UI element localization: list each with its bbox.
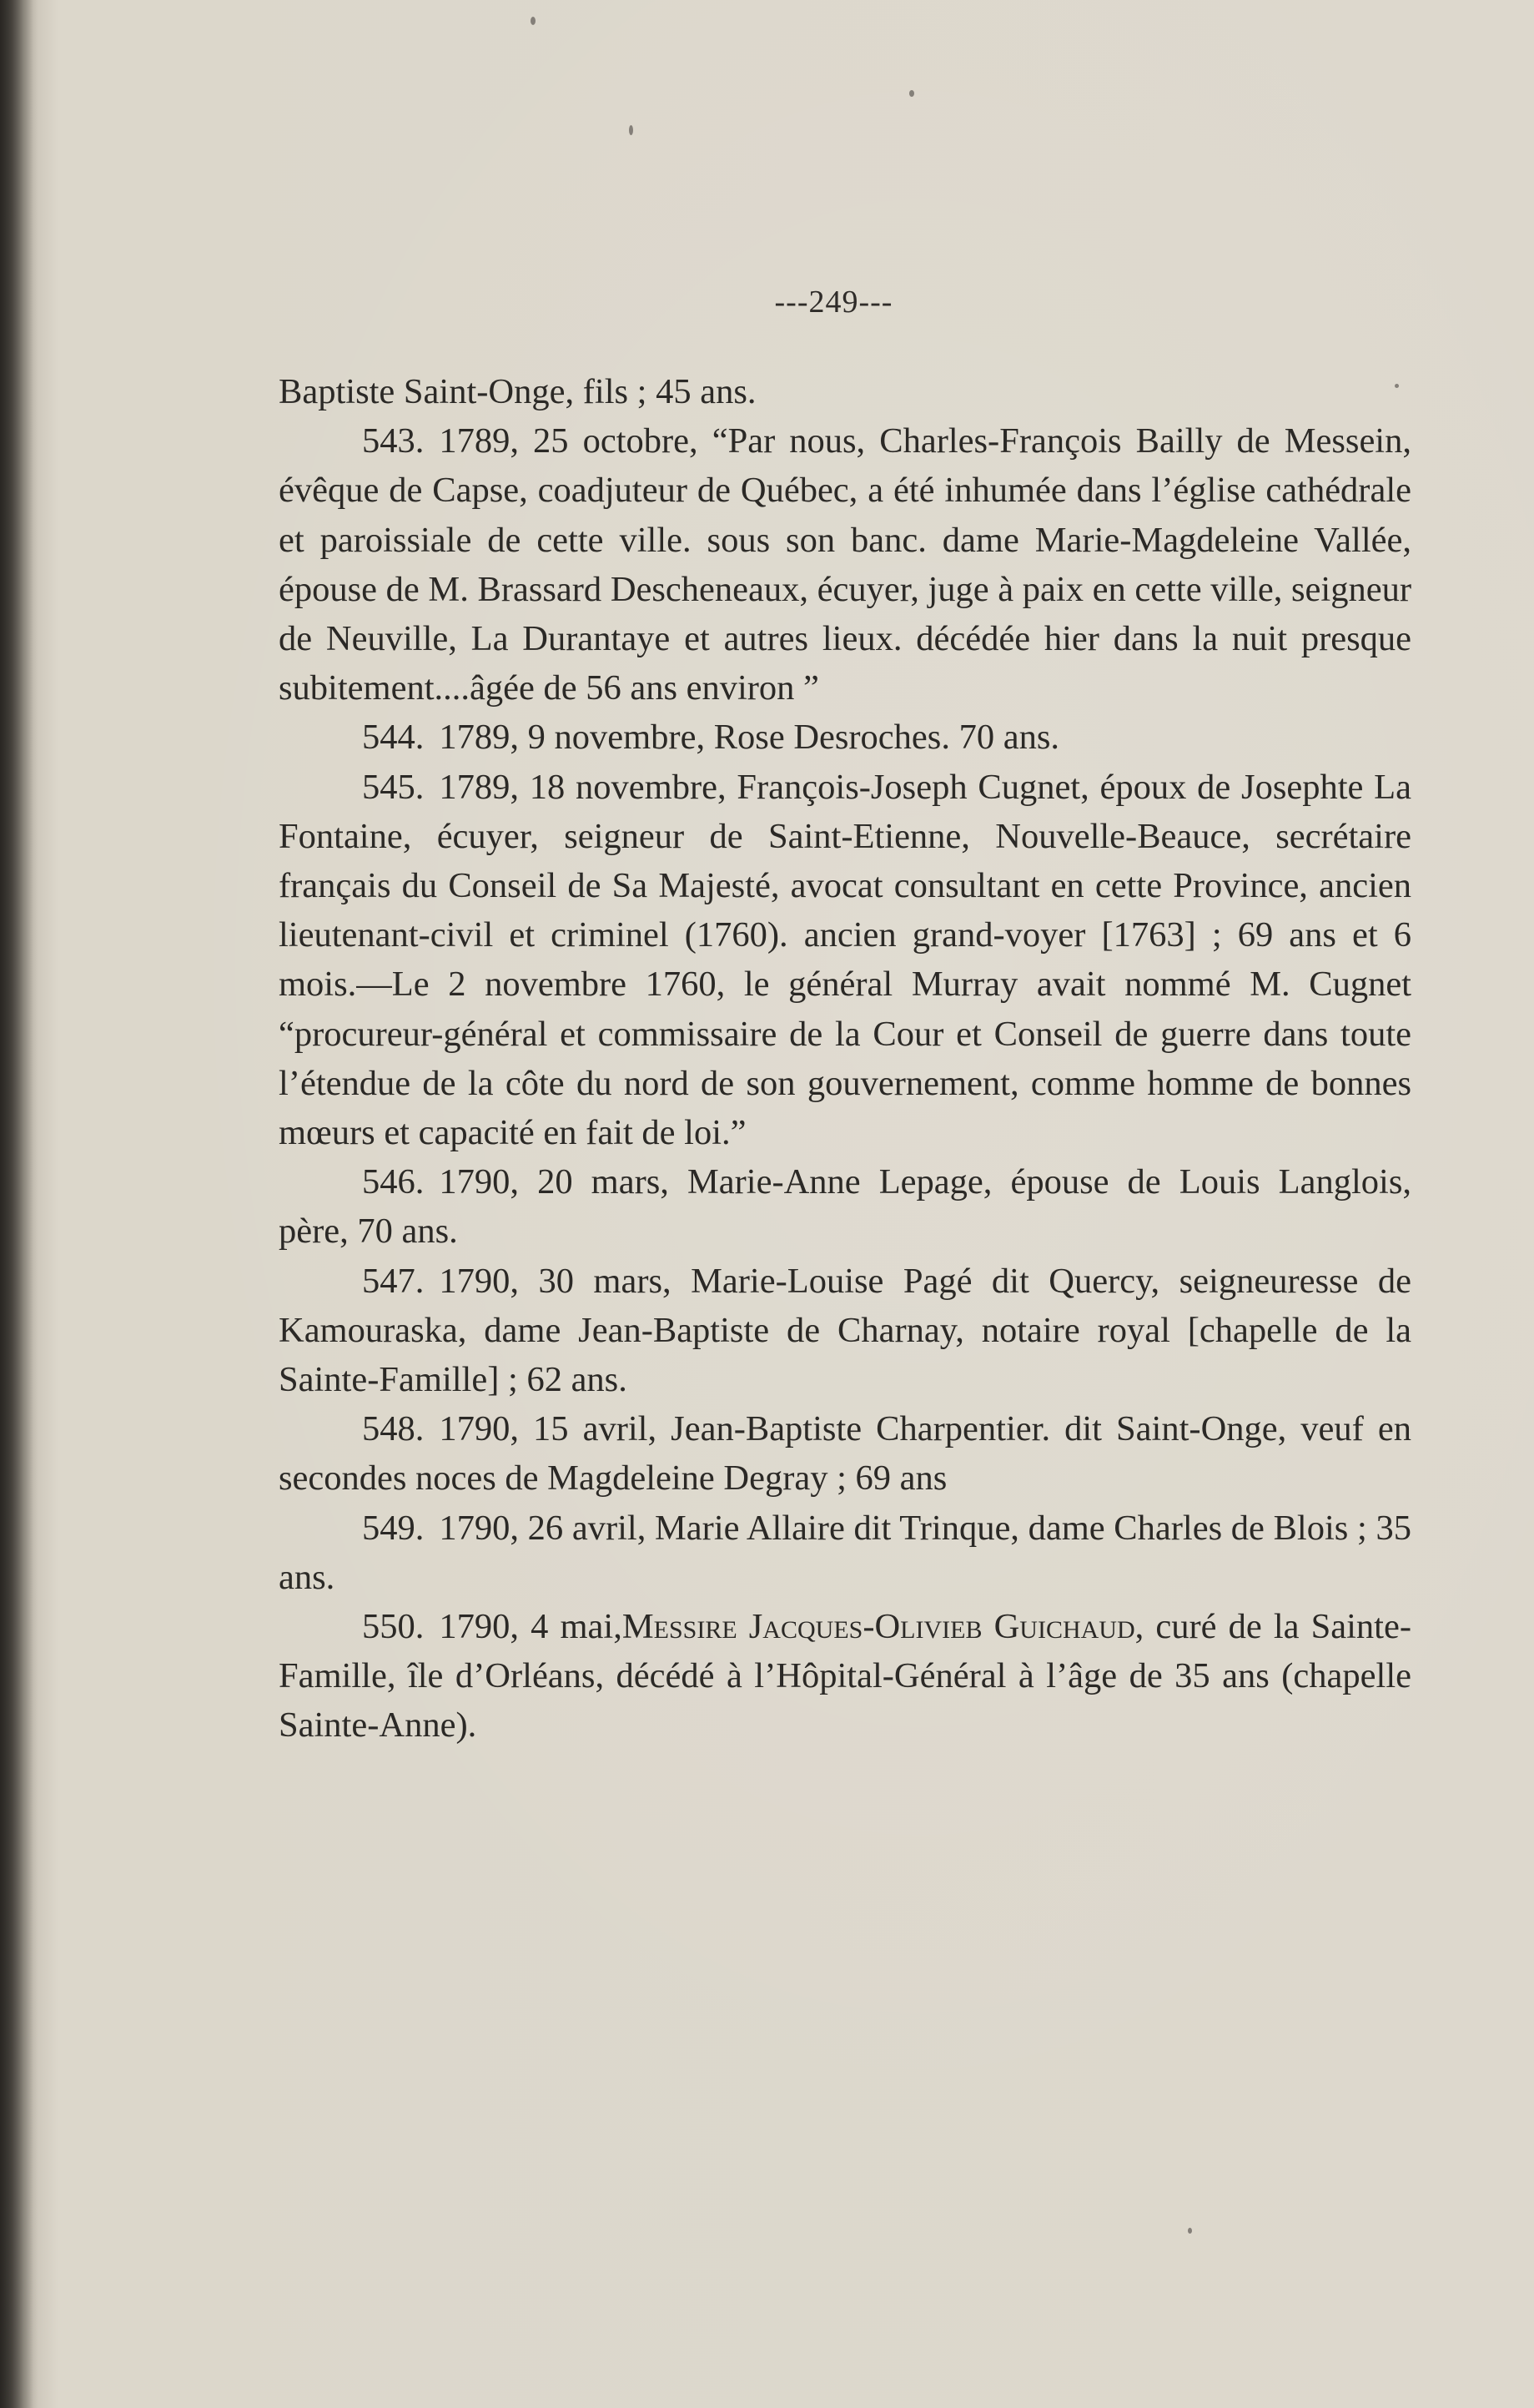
entry-text: 1790, 15 avril, Jean-Baptiste Charpentier. dit Saint-Onge, veuf en secondes noces de Magdeleine Degray ; 69 ans xyxy=(279,1409,1411,1499)
entry-name-smallcaps: Messire Jacques-Olivieb Guichaud, xyxy=(621,1607,1144,1647)
entry-continuation xyxy=(279,367,1411,416)
paper-speck xyxy=(531,17,536,25)
entry-number: 543. xyxy=(362,421,425,461)
entry-number: 548. xyxy=(362,1409,425,1449)
entry-550 xyxy=(279,1602,1411,1751)
entry-547 xyxy=(279,1257,1411,1405)
entry-546 xyxy=(279,1157,1411,1256)
entry-number: 550. xyxy=(362,1607,425,1647)
binding-gutter xyxy=(0,0,33,2408)
entry-number: 544. xyxy=(362,718,425,758)
entry-text: 1790, 26 avril, Marie Allaire dit Trinque, dame Charles de Blois ; 35 ans. xyxy=(279,1508,1411,1597)
entry-number: 546. xyxy=(362,1162,425,1202)
entry-text: 1789, 9 novembre, Rose Desroches. 70 ans. xyxy=(439,718,1059,758)
entry-text: 1790, 30 mars, Marie-Louise Pagé dit Quercy, seigneuresse de Kamouraska, dame Jean-Baptiste de Charnay, notaire royal [chapelle de la Sainte-Famille] ; 62 ans. xyxy=(279,1261,1411,1400)
paper-speck xyxy=(1188,2228,1192,2234)
entry-548 xyxy=(279,1404,1411,1503)
entry-543 xyxy=(279,416,1411,713)
entry-545 xyxy=(279,763,1411,1158)
entry-text-before: 1790, 4 mai, xyxy=(439,1607,622,1647)
paper-speck xyxy=(909,90,914,97)
register-text xyxy=(279,367,1411,1751)
entry-number: 547. xyxy=(362,1261,425,1301)
entry-text: Baptiste Saint-Onge, fils ; 45 ans. xyxy=(279,372,757,411)
entry-544 xyxy=(279,713,1411,762)
entry-number: 549. xyxy=(362,1508,425,1548)
paper-speck xyxy=(629,125,633,135)
entry-text-after: curé de la Sainte-Famille, île d’Orléans, décédé à l’Hôpital-Général à l’âge de 35 ans (chapelle Sainte-Anne). xyxy=(279,1607,1411,1746)
entry-549 xyxy=(279,1504,1411,1602)
entry-text: 1789, 25 octobre, “Par nous, Charles-François Bailly de Messein, évêque de Capse, coadjuteur de Québec, a été inhumée dans l’église cathédrale et paroissiale de cette ville. sous son banc. dame Marie-Magdeleine Vallée, épouse de M. Brassard Descheneaux, écuyer, juge à paix en cette ville, seigneur de Neuville, La Durantaye et autres lieux. décédée hier dans la nuit presque subitement....âgée de 56 ans environ ” xyxy=(279,421,1411,708)
page-number: ---249--- xyxy=(774,285,893,320)
entry-text: 1790, 20 mars, Marie-Anne Lepage, épouse de Louis Langlois, père, 70 ans. xyxy=(279,1162,1411,1252)
entry-number: 545. xyxy=(362,767,425,807)
entry-text: 1789, 18 novembre, François-Joseph Cugnet, époux de Josephte La Fontaine, écuyer, seigneur de Saint-Etienne, Nouvelle-Beauce, secrétaire français du Conseil de Sa Majesté, avocat consultant en cette Province, ancien lieutenant-civil et criminel (1760). ancien grand-voyer [1763] ; 69 ans et 6 mois.—Le 2 novembre 1760, le général Murray avait nommé M. Cugnet “procureur-général et commissaire de la Cour et Conseil de guerre dans toute l’étendue de la côte du nord de son gouvernement, comme homme de bonnes mœurs et capacité en fait de loi.” xyxy=(279,767,1411,1153)
